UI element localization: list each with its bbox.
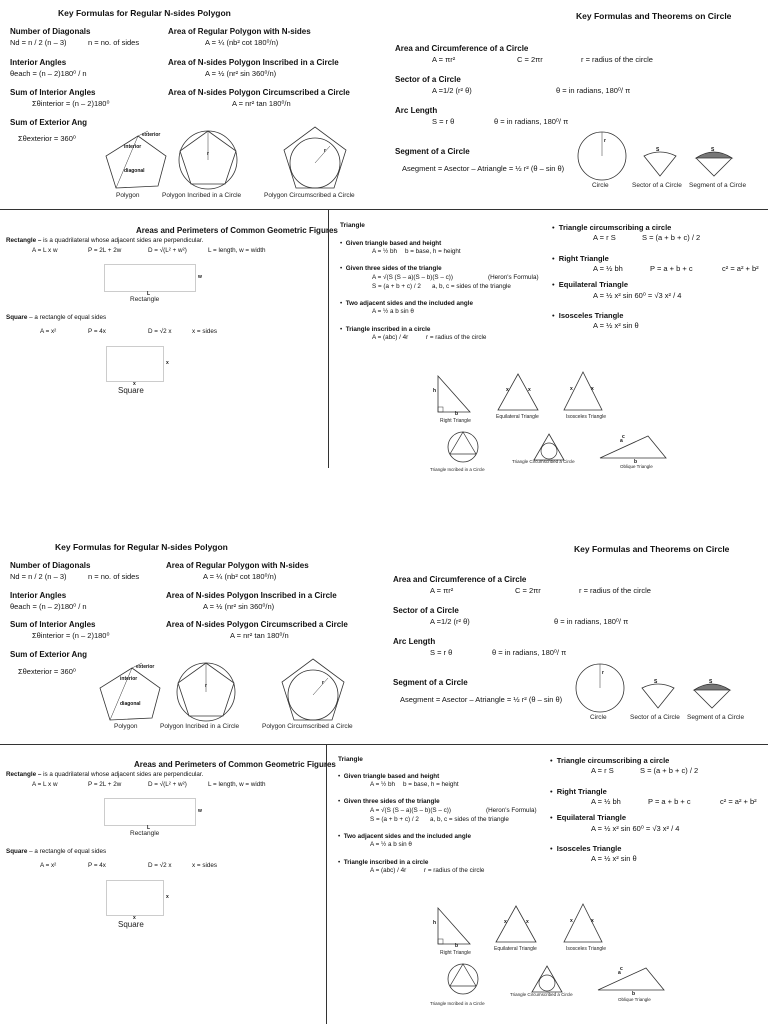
circle-title: Key Formulas and Theorems on Circle: [576, 11, 732, 21]
oblique-a-label: a: [620, 438, 623, 444]
equilateral-left-label: x: [506, 387, 509, 393]
polygon-title: Key Formulas for Regular N-sides Polygon: [55, 542, 228, 552]
isosceles-left-label: x: [570, 386, 573, 392]
circumscribed-polygon-heading: Area of N-sides Polygon Circumscribed a Circle: [168, 88, 350, 97]
inscribed-polygon-figure: [174, 660, 238, 724]
right-height-label: h: [433, 388, 437, 394]
isosceles-left-label: x: [570, 918, 573, 924]
radius-note: r = radius of the circle: [579, 586, 651, 595]
segment-arc-label: S: [709, 679, 713, 685]
sum-interior-formula: Σθinterior = (n – 2)180⁰: [32, 99, 110, 108]
triangle-circumscribed-caption: Triangle Circumscribed a Circle: [512, 459, 575, 464]
rectangle-diagonal: D = √(L² + w²): [148, 247, 187, 254]
triangle-bullet-equilateral: • Equilateral Triangle: [550, 813, 626, 822]
exterior-label: exterior: [136, 664, 155, 670]
rectangle-length-label: L: [147, 291, 151, 297]
inscribed-triangle-heading: Triangle inscribed in a circle: [343, 859, 429, 866]
equilateral-right-label: x: [528, 387, 531, 393]
segment-caption: Segment of a Circle: [687, 714, 745, 721]
triangle-bullet-three-sides: • Given three sides of the triangle: [340, 265, 442, 272]
areas-title: Areas and Perimeters of Common Geometric Figures: [136, 226, 338, 235]
circumscribing-heading: Triangle circumscribing a circle: [558, 223, 672, 232]
isosceles-formula: A = ½ x² sin θ: [593, 321, 639, 330]
right-triangle-perimeter: P = a + b + c: [648, 797, 691, 806]
three-sides-note: a, b, c = sides of the triangle: [432, 283, 511, 290]
triangle-circumscribed-circle-figure: [530, 964, 564, 994]
triangle-title: Triangle: [338, 756, 363, 763]
base-height-formula: A = ½ bh: [372, 248, 398, 255]
equilateral-left-label: x: [504, 919, 507, 925]
triangle-inscribed-caption: Triangle Incribed in a Circle: [430, 467, 485, 472]
right-triangle-area: A = ½ bh: [593, 264, 623, 273]
sector-figure: [640, 146, 680, 180]
square-def-head: Square: [6, 314, 28, 321]
oblique-caption: Oblique Triangle: [618, 997, 651, 1002]
areas-triangle-panel: [0, 210, 768, 472]
area-polygon-formula: A = ¼ (nb² cot 180⁰/n): [205, 38, 279, 47]
polygon-caption: Polygon: [116, 192, 140, 199]
square-figure: [106, 880, 164, 916]
rectangle-caption: Rectangle: [130, 296, 160, 303]
pythagorean-formula: c² = a² + b²: [722, 264, 759, 273]
oblique-b-label: b: [632, 991, 636, 997]
right-triangle-figure: [436, 906, 472, 946]
triangle-circumscribed-circle-figure: [532, 432, 566, 462]
rectangle-perimeter: P = 2L + 2w: [88, 781, 122, 788]
sum-interior-heading: Sum of Interior Angles: [10, 620, 96, 629]
triangle-bullet-right: • Right Triangle: [552, 254, 609, 263]
areas-triangle-panel-copy: [0, 746, 768, 1024]
circumscribing-formula: A = r S: [591, 766, 614, 775]
rectangle-figure: [104, 264, 196, 292]
rectangle-definition: [6, 237, 203, 244]
inscribed-polygon-heading: Area of N-sides Polygon Inscribed in a Circle: [166, 591, 337, 600]
inscribed-triangle-heading: Triangle inscribed in a circle: [345, 326, 431, 333]
square-definition: [6, 848, 106, 855]
heron-label: (Heron's Formula): [486, 807, 537, 814]
square-perimeter: P = 4x: [88, 328, 106, 335]
square-side-label: x: [166, 360, 169, 366]
square-area: A = x²: [40, 328, 57, 335]
base-height-formula: A = ½ bh: [370, 781, 396, 788]
triangle-bullet-base-height: • Given triangle based and height: [340, 240, 442, 247]
three-sides-note: a, b, c = sides of the triangle: [430, 816, 509, 823]
diagonals-heading: Number of Diagonals: [10, 27, 91, 36]
inscribed-radius-label: r: [207, 151, 209, 157]
rectangle-def-head: Rectangle –: [6, 771, 42, 778]
sector-theta-note: θ = in radians, 180⁰/ π: [554, 617, 629, 626]
triangle-bullet-isosceles: • Isosceles Triangle: [550, 844, 622, 853]
rectangle-width-label: w: [198, 808, 202, 814]
area-polygon-formula: A = ¼ (nb² cot 180⁰/n): [203, 572, 277, 581]
oblique-b-label: b: [634, 459, 638, 465]
right-base-label: b: [455, 943, 459, 949]
square-area: A = x²: [40, 862, 57, 869]
triangle-bullet-two-sides: • Two adjacent sides and the included angle: [340, 300, 473, 307]
segment-arc-label: S: [711, 147, 715, 153]
triangle-inscribed-circle-figure: [446, 430, 482, 464]
triangle-inscribed-caption: Triangle Incribed in a Circle: [430, 1001, 485, 1006]
segment-heading: Segment of a Circle: [393, 678, 468, 687]
diagonals-heading: Number of Diagonals: [10, 561, 91, 570]
square-diagonal: D = √2 x: [148, 862, 172, 869]
oblique-triangle-figure: [598, 434, 668, 460]
rectangle-diagonal: D = √(L² + w²): [148, 781, 187, 788]
inscribed-triangle-formula: A = (abc) / 4r: [370, 867, 407, 874]
equilateral-caption: Equilateral Triangle: [496, 414, 539, 420]
oblique-c-label: c: [622, 434, 625, 440]
rectangle-area: A = L x w: [32, 247, 58, 254]
radius-note: r = radius of the circle: [581, 55, 653, 64]
isosceles-right-label: x: [591, 386, 594, 392]
two-sides-formula: A = ½ a b sin θ: [372, 308, 414, 315]
circumscribed-polygon-figure: [280, 658, 346, 724]
sector-formula: A =1/2 (r² θ): [430, 617, 470, 626]
rectangle-note: L = length, w = width: [208, 781, 266, 788]
rectangle-def-head: Rectangle –: [6, 237, 42, 244]
right-base-label: b: [455, 411, 459, 417]
polygon-title: Key Formulas for Regular N-sides Polygon: [58, 8, 231, 18]
heron-label: (Heron's Formula): [488, 274, 539, 281]
triangle-title: Triangle: [340, 222, 365, 229]
inscribed-triangle-formula: A = (abc) / 4r: [372, 334, 409, 341]
equilateral-right-label: x: [526, 919, 529, 925]
oblique-a-label: a: [618, 970, 621, 976]
circle-radius-label: r: [604, 138, 606, 144]
oblique-triangle-figure: [596, 966, 666, 992]
segment-formula: Asegment = Asector – Atriangle = ½ r² (θ – sin θ): [400, 695, 563, 704]
equilateral-formula: A = ½ x² sin 60⁰ = √3 x² / 4: [591, 824, 680, 833]
arc-length-heading: Arc Length: [395, 106, 438, 115]
square-caption: Square: [118, 386, 144, 395]
semi-perimeter-formula: S = (a + b + c) / 2: [372, 283, 421, 290]
diagonals-note: n = no. of sides: [88, 38, 140, 47]
circumference-formula: C = 2πr: [515, 586, 541, 595]
triangle-bullet-right: • Right Triangle: [550, 787, 607, 796]
isosceles-caption: Isosceles Triangle: [566, 946, 607, 952]
square-perimeter: P = 4x: [88, 862, 106, 869]
square-caption: Square: [118, 920, 144, 929]
square-side-label: x: [166, 894, 169, 900]
inscribed-polygon-formula: A = ½ (nr² sin 360⁰/n): [203, 602, 275, 611]
square-def-text: – a rectangle of equal sides: [29, 848, 107, 855]
sector-arc-label: S: [654, 679, 658, 685]
rectangle-length-label: L: [147, 825, 151, 831]
pythagorean-formula: c² = a² + b²: [720, 797, 757, 806]
circumference-formula: C = 2πr: [517, 55, 543, 64]
equilateral-heading: Equilateral Triangle: [556, 813, 626, 822]
square-note: x = sides: [192, 328, 218, 335]
inscribed-polygon-heading: Area of N-sides Polygon Inscribed in a Circle: [168, 58, 339, 67]
two-sides-formula: A = ½ a b sin θ: [370, 841, 412, 848]
sector-figure: [638, 678, 678, 712]
circle-title: Key Formulas and Theorems on Circle: [574, 544, 730, 554]
area-circle-formula: A = πr²: [432, 55, 456, 64]
circumscribed-polygon-formula: A = nr² tan 180⁰/n: [230, 631, 289, 640]
isosceles-caption: Isosceles Triangle: [566, 414, 607, 420]
two-sides-heading: Two adjacent sides and the included angle: [343, 833, 471, 840]
area-polygon-heading: Area of Regular Polygon with N-sides: [168, 27, 311, 36]
triangle-circumscribed-caption: Triangle Circumscribed a Circle: [510, 992, 573, 997]
heron-formula: A = √(S (S – a)(S – b)(S – c)): [372, 274, 453, 281]
sector-caption: Sector of a Circle: [632, 182, 682, 189]
inscribed-triangle-note: r = radius of the circle: [424, 867, 485, 874]
inscribed-triangle-note: r = radius of the circle: [426, 334, 487, 341]
triangle-inscribed-circle-figure: [446, 962, 482, 996]
circle-radius-label: r: [602, 670, 604, 676]
sector-caption: Sector of a Circle: [630, 714, 680, 721]
right-triangle-caption: Right Triangle: [440, 418, 471, 424]
right-triangle-figure: [436, 374, 472, 414]
base-height-heading: Given triangle based and height: [345, 240, 442, 247]
rectangle-area: A = L x w: [32, 781, 58, 788]
sum-interior-heading: Sum of Interior Angles: [10, 88, 96, 97]
circumscribed-radius-label: r: [322, 680, 324, 686]
rectangle-def-text: is a quadrilateral whose adjacent sides are perpendicular.: [43, 771, 204, 778]
sector-heading: Sector of a Circle: [395, 75, 461, 84]
segment-caption: Segment of a Circle: [689, 182, 747, 189]
rectangle-figure: [104, 798, 196, 826]
triangle-bullet-circumscribing: • Triangle circumscribing a circle: [552, 223, 672, 232]
area-circle-formula: A = πr²: [430, 586, 454, 595]
sum-exterior-formula: Σθexterior = 360⁰: [18, 667, 76, 676]
right-triangle-area: A = ½ bh: [591, 797, 621, 806]
isosceles-figure: [562, 902, 604, 944]
diagonals-formula: Nd = n / 2 (n – 3): [10, 572, 67, 581]
circumscribed-radius-label: r: [324, 148, 326, 154]
sector-arc-label: S: [656, 147, 660, 153]
circumscribed-polygon-caption: Polygon Circumscribed a Circle: [264, 192, 355, 199]
circumscribed-polygon-figure: [282, 126, 348, 192]
right-triangle-heading: Right Triangle: [556, 787, 607, 796]
circle-caption: Circle: [590, 714, 607, 721]
diagonals-formula: Nd = n / 2 (n – 3): [10, 38, 67, 47]
arc-theta-note: θ = in radians, 180⁰/ π: [494, 117, 569, 126]
right-triangle-heading: Right Triangle: [558, 254, 609, 263]
square-def-text: – a rectangle of equal sides: [29, 314, 107, 321]
base-height-note: b = base, h = height: [403, 781, 459, 788]
arc-theta-note: θ = in radians, 180⁰/ π: [492, 648, 567, 657]
circumscribed-polygon-formula: A = nr² tan 180⁰/n: [232, 99, 291, 108]
circumscribing-formula: A = r S: [593, 233, 616, 242]
diagonal-label: diagonal: [124, 168, 145, 174]
arc-length-formula: S = r θ: [432, 117, 455, 126]
rectangle-def-text: is a quadrilateral whose adjacent sides are perpendicular.: [43, 237, 204, 244]
sum-exterior-heading: Sum of Exterior Ang: [10, 650, 88, 659]
equilateral-caption: Equilateral Triangle: [494, 946, 537, 952]
sum-interior-formula: Σθinterior = (n – 2)180⁰: [32, 631, 110, 640]
triangle-bullet-inscribed: • Triangle inscribed in a circle: [338, 859, 429, 866]
sector-theta-note: θ = in radians, 180⁰/ π: [556, 86, 631, 95]
isosceles-figure: [562, 370, 604, 412]
circumscribing-s: S = (a + b + c) / 2: [640, 766, 699, 775]
square-def-head: Square: [6, 848, 28, 855]
triangle-bullet-isosceles: • Isosceles Triangle: [552, 311, 624, 320]
interior-angles-formula: θeach = (n – 2)180⁰ / n: [10, 69, 87, 78]
square-base-label: x: [133, 915, 136, 921]
diagonal-label: diagonal: [120, 701, 141, 707]
base-height-note: b = base, h = height: [405, 248, 461, 255]
area-polygon-heading: Area of Regular Polygon with N-sides: [166, 561, 309, 570]
equilateral-heading: Equilateral Triangle: [558, 280, 628, 289]
square-note: x = sides: [192, 862, 218, 869]
circumscribed-polygon-heading: Area of N-sides Polygon Circumscribed a Circle: [166, 620, 348, 629]
heron-formula: A = √(S (S – a)(S – b)(S – c)): [370, 807, 451, 814]
triangle-bullet-circumscribing: • Triangle circumscribing a circle: [550, 756, 670, 765]
isosceles-right-label: x: [591, 918, 594, 924]
area-circle-heading: Area and Circumference of a Circle: [395, 44, 529, 53]
segment-formula: Asegment = Asector – Atriangle = ½ r² (θ – sin θ): [402, 164, 565, 173]
three-sides-heading: Given three sides of the triangle: [343, 798, 440, 805]
segment-heading: Segment of a Circle: [395, 147, 470, 156]
areas-title: Areas and Perimeters of Common Geometric Figures: [134, 760, 336, 769]
rectangle-note: L = length, w = width: [208, 247, 266, 254]
rectangle-caption: Rectangle: [130, 830, 160, 837]
isosceles-heading: Isosceles Triangle: [558, 311, 624, 320]
inscribed-polygon-caption: Polygon Incribed in a Circle: [162, 192, 242, 199]
base-height-heading: Given triangle based and height: [343, 773, 440, 780]
exterior-label: exterior: [142, 132, 161, 138]
inscribed-polygon-figure: [176, 128, 240, 192]
triangle-bullet-equilateral: • Equilateral Triangle: [552, 280, 628, 289]
isosceles-heading: Isosceles Triangle: [556, 844, 622, 853]
oblique-caption: Oblique Triangle: [620, 464, 653, 469]
equilateral-formula: A = ½ x² sin 60⁰ = √3 x² / 4: [593, 291, 682, 300]
triangle-bullet-three-sides: • Given three sides of the triangle: [338, 798, 440, 805]
circle-figure: [574, 662, 626, 714]
inscribed-polygon-caption: Polygon Incribed in a Circle: [160, 723, 240, 730]
interior-angles-heading: Interior Angles: [10, 591, 67, 600]
circle-figure: [576, 130, 628, 182]
semi-perimeter-formula: S = (a + b + c) / 2: [370, 816, 419, 823]
triangle-bullet-base-height: • Given triangle based and height: [338, 773, 440, 780]
two-sides-heading: Two adjacent sides and the included angle: [345, 300, 473, 307]
diagonals-note: n = no. of sides: [88, 572, 140, 581]
isosceles-formula: A = ½ x² sin θ: [591, 854, 637, 863]
sum-exterior-heading: Sum of Exterior Ang: [10, 118, 88, 127]
rectangle-width-label: w: [198, 274, 202, 280]
inscribed-polygon-formula: A = ½ (nr² sin 360⁰/n): [205, 69, 277, 78]
square-diagonal: D = √2 x: [148, 328, 172, 335]
three-sides-heading: Given three sides of the triangle: [345, 265, 442, 272]
horizontal-divider: [0, 744, 768, 745]
interior-angles-heading: Interior Angles: [10, 58, 67, 67]
vertical-divider: [328, 210, 329, 468]
triangle-bullet-two-sides: • Two adjacent sides and the included angle: [338, 833, 471, 840]
square-definition: [6, 314, 106, 321]
sector-formula: A =1/2 (r² θ): [432, 86, 472, 95]
oblique-c-label: c: [620, 966, 623, 972]
vertical-divider: [326, 745, 327, 1024]
sector-heading: Sector of a Circle: [393, 606, 459, 615]
right-triangle-perimeter: P = a + b + c: [650, 264, 693, 273]
arc-length-heading: Arc Length: [393, 637, 436, 646]
right-height-label: h: [433, 920, 437, 926]
circle-caption: Circle: [592, 182, 609, 189]
interior-label: interior: [120, 676, 138, 682]
square-base-label: x: [133, 381, 136, 387]
circumscribed-polygon-caption: Polygon Circumscribed a Circle: [262, 723, 353, 730]
inscribed-radius-label: r: [205, 683, 207, 689]
arc-length-formula: S = r θ: [430, 648, 453, 657]
square-figure: [106, 346, 164, 382]
polygon-caption: Polygon: [114, 723, 138, 730]
interior-angles-formula: θeach = (n – 2)180⁰ / n: [10, 602, 87, 611]
equilateral-figure: [494, 904, 538, 944]
rectangle-definition: [6, 771, 203, 778]
circumscribing-heading: Triangle circumscribing a circle: [556, 756, 670, 765]
sum-exterior-formula: Σθexterior = 360⁰: [18, 134, 76, 143]
rectangle-perimeter: P = 2L + 2w: [88, 247, 122, 254]
interior-label: interior: [124, 144, 142, 150]
area-circle-heading: Area and Circumference of a Circle: [393, 575, 527, 584]
triangle-bullet-inscribed: • Triangle inscribed in a circle: [340, 326, 431, 333]
right-triangle-caption: Right Triangle: [440, 950, 471, 956]
equilateral-figure: [496, 372, 540, 412]
horizontal-divider: [0, 209, 768, 210]
circumscribing-s: S = (a + b + c) / 2: [642, 233, 701, 242]
